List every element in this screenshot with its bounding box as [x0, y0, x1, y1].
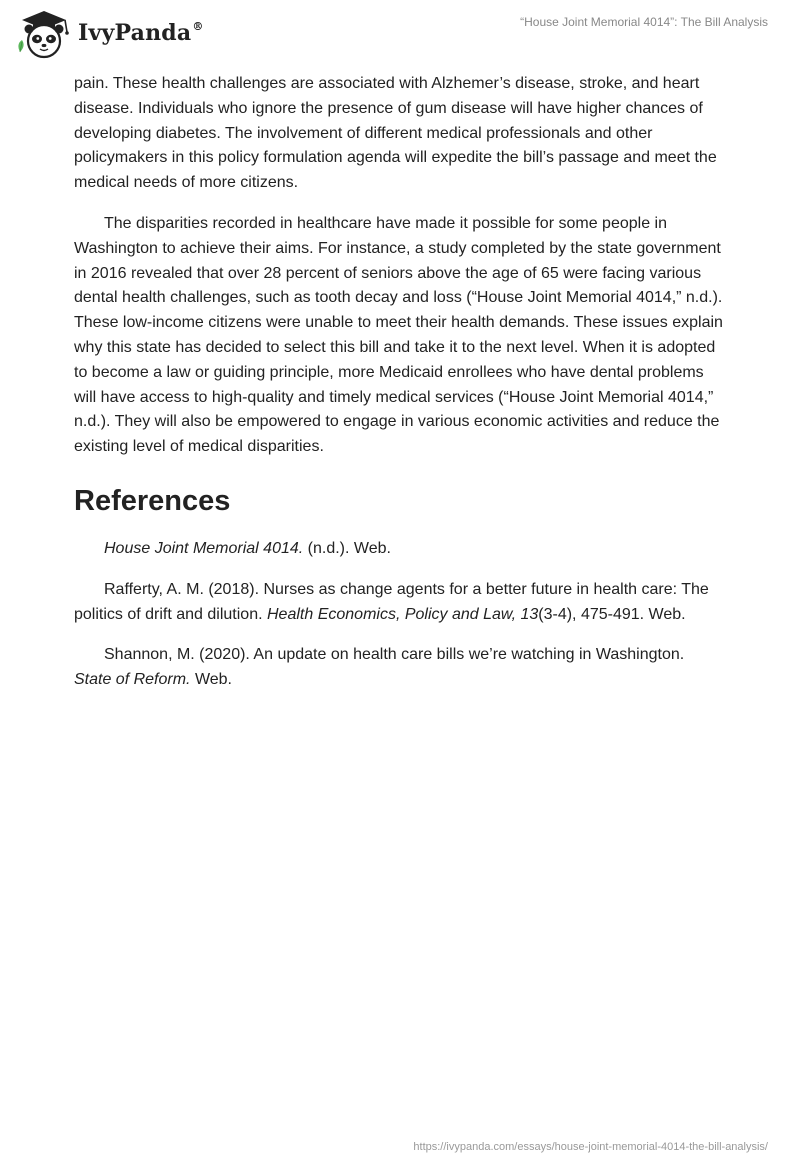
body-paragraph-1: pain. These health challenges are associated with Alzhemer’s disease, stroke, and heart disease. Individuals who ignore the presence of gum disease will have higher chances of developing diabetes. The involvement of different medical professionals and other policymakers in this policy formulation agenda will expedite the bill’s passage and meet the medical needs of more citizens. — [74, 75, 717, 192]
reference-item-3: Shannon, M. (2020). An update on health care bills we’re watching in Washington. State of Reform. Web. — [74, 646, 685, 689]
reference-item-1: House Joint Memorial 4014. (n.d.). Web. — [104, 539, 391, 557]
page-header — [0, 0, 800, 70]
registered-mark: ® — [192, 19, 204, 33]
panda-logo-icon[interactable] — [14, 8, 74, 60]
references-heading: References — [74, 484, 231, 517]
document-title: “House Joint Memorial 4014”: The Bill Analysis — [520, 15, 768, 29]
reference-journal: Health Economics, Policy and Law, 13 — [267, 605, 539, 623]
essay-content — [74, 72, 724, 693]
footer-url-link[interactable]: https://ivypanda.com/essays/house-joint-memorial-4014-the-bill-analysis/ — [413, 1141, 768, 1153]
reference-item-2: Rafferty, A. M. (2018). Nurses as change agents for a better future in health care: The politics of drift and dilution. Health Economics, Policy and Law, 13(3-4), 475-491. Web. — [74, 580, 709, 623]
reference-title: House Joint Memorial 4014. — [104, 539, 304, 557]
body-paragraph-2: The disparities recorded in healthcare have made it possible for some people in Washington to achieve their aims. For instance, a study completed by the state government in 2016 revealed that over 28 percent of seniors above the age of 65 were facing various dental health challenges, such as tooth decay and loss (“House Joint Memorial 4014,” n.d.). These low-income citizens were unable to meet their health demands. These issues explain why this state has decided to select this bill and take it to the next level. When it is adopted to become a law or guiding principle, more Medicaid enrollees who have dental problems will have access to high-quality and timely medical services (“House Joint Memorial 4014,” n.d.). They will also be empowered to engage in various economic activities and reduce the existing level of medical disparities. — [74, 214, 723, 456]
references-list — [74, 537, 724, 693]
reference-publication: State of Reform. — [74, 671, 191, 689]
brand-name[interactable]: IvyPanda® — [78, 19, 204, 46]
